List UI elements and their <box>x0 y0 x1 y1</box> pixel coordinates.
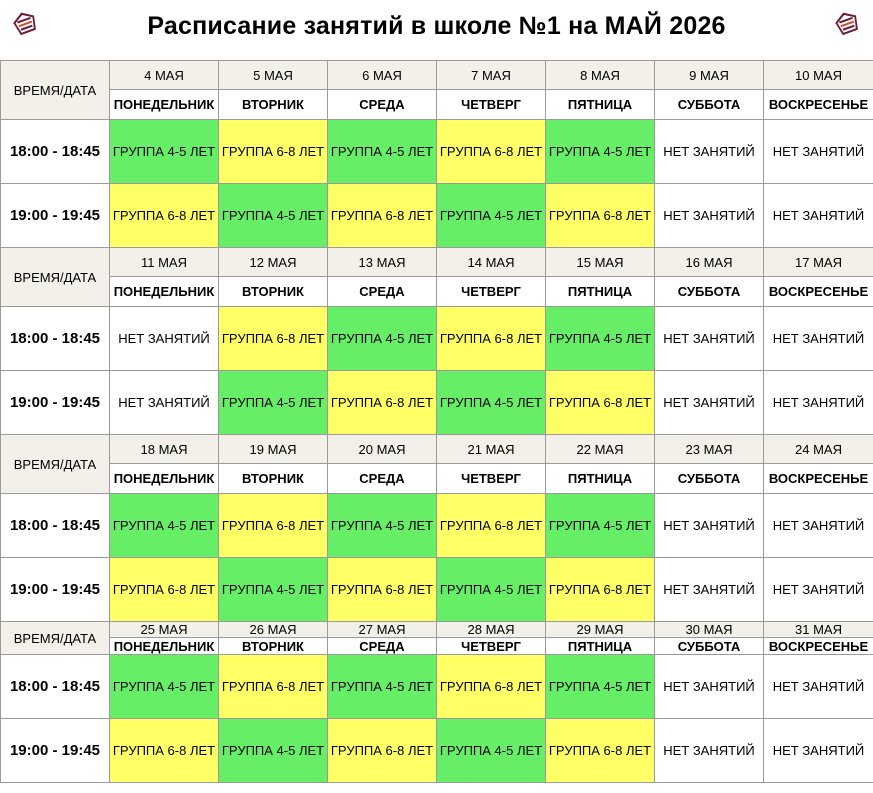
weekday-cell: ВОСКРЕСЕНЬЕ <box>764 464 873 494</box>
time-cell: 18:00 - 18:45 <box>1 494 110 558</box>
date-cell: 18 МАЯ <box>110 435 219 464</box>
class-slot-cell: ГРУППА 4-5 ЛЕТ <box>219 719 328 783</box>
weekday-cell: ВОСКРЕСЕНЬЕ <box>764 277 873 307</box>
class-slot-cell: НЕТ ЗАНЯТИЙ <box>764 184 873 248</box>
time-cell: 19:00 - 19:45 <box>1 184 110 248</box>
class-slot-cell: НЕТ ЗАНЯТИЙ <box>655 371 764 435</box>
class-slot-cell: ГРУППА 4-5 ЛЕТ <box>546 307 655 371</box>
class-slot-cell: ГРУППА 6-8 ЛЕТ <box>110 184 219 248</box>
class-slot-cell: ГРУППА 4-5 ЛЕТ <box>437 719 546 783</box>
date-cell: 4 МАЯ <box>110 61 219 90</box>
time-cell: 18:00 - 18:45 <box>1 307 110 371</box>
class-slot-cell: ГРУППА 6-8 ЛЕТ <box>110 558 219 622</box>
weekday-cell: ПЯТНИЦА <box>546 638 655 655</box>
date-cell: 17 МАЯ <box>764 248 873 277</box>
date-cell: 12 МАЯ <box>219 248 328 277</box>
date-cell: 25 МАЯ <box>110 622 219 638</box>
class-slot-cell: НЕТ ЗАНЯТИЙ <box>110 307 219 371</box>
weekday-cell: СРЕДА <box>328 90 437 120</box>
date-cell: 11 МАЯ <box>110 248 219 277</box>
time-cell: 19:00 - 19:45 <box>1 719 110 783</box>
class-slot-cell: ГРУППА 4-5 ЛЕТ <box>219 371 328 435</box>
weekday-cell: ВТОРНИК <box>219 464 328 494</box>
class-slot-cell: НЕТ ЗАНЯТИЙ <box>655 558 764 622</box>
logo-icon <box>834 10 860 36</box>
date-cell: 19 МАЯ <box>219 435 328 464</box>
class-slot-cell: ГРУППА 6-8 ЛЕТ <box>219 307 328 371</box>
weekday-cell: ВТОРНИК <box>219 277 328 307</box>
class-slot-cell: ГРУППА 4-5 ЛЕТ <box>546 494 655 558</box>
class-slot-cell: НЕТ ЗАНЯТИЙ <box>764 655 873 719</box>
class-slot-cell: ГРУППА 6-8 ЛЕТ <box>437 120 546 184</box>
date-cell: 10 МАЯ <box>764 61 873 90</box>
weekday-cell: ПЯТНИЦА <box>546 277 655 307</box>
date-cell: 31 МАЯ <box>764 622 873 638</box>
time-slot-row <box>1 719 873 783</box>
class-slot-cell: ГРУППА 6-8 ЛЕТ <box>328 371 437 435</box>
class-slot-cell: НЕТ ЗАНЯТИЙ <box>655 655 764 719</box>
class-slot-cell: ГРУППА 6-8 ЛЕТ <box>328 184 437 248</box>
class-slot-cell: ГРУППА 6-8 ЛЕТ <box>546 558 655 622</box>
class-slot-cell: ГРУППА 4-5 ЛЕТ <box>546 655 655 719</box>
class-slot-cell: ГРУППА 6-8 ЛЕТ <box>219 655 328 719</box>
time-cell: 18:00 - 18:45 <box>1 120 110 184</box>
time-slot-row <box>1 184 873 248</box>
weekday-cell: ВОСКРЕСЕНЬЕ <box>764 638 873 655</box>
time-slot-row <box>1 655 873 719</box>
page-title: Расписание занятий в школе №1 на МАЙ 2026 <box>147 12 726 40</box>
week-date-row <box>1 61 873 90</box>
class-slot-cell: ГРУППА 4-5 ЛЕТ <box>219 184 328 248</box>
time-slot-row <box>1 120 873 184</box>
class-slot-cell: ГРУППА 6-8 ЛЕТ <box>437 307 546 371</box>
class-slot-cell: НЕТ ЗАНЯТИЙ <box>764 307 873 371</box>
time-date-label: ВРЕМЯ/ДАТА <box>1 435 110 494</box>
class-slot-cell: НЕТ ЗАНЯТИЙ <box>764 494 873 558</box>
time-slot-row <box>1 558 873 622</box>
class-slot-cell: ГРУППА 6-8 ЛЕТ <box>328 719 437 783</box>
class-slot-cell: ГРУППА 6-8 ЛЕТ <box>328 558 437 622</box>
date-cell: 15 МАЯ <box>546 248 655 277</box>
class-slot-cell: НЕТ ЗАНЯТИЙ <box>655 120 764 184</box>
weekday-cell: ЧЕТВЕРГ <box>437 638 546 655</box>
class-slot-cell: НЕТ ЗАНЯТИЙ <box>764 371 873 435</box>
class-slot-cell: ГРУППА 6-8 ЛЕТ <box>219 120 328 184</box>
class-slot-cell: ГРУППА 6-8 ЛЕТ <box>437 494 546 558</box>
week-day-row <box>1 638 873 655</box>
date-cell: 26 МАЯ <box>219 622 328 638</box>
weekday-cell: СУББОТА <box>655 90 764 120</box>
class-slot-cell: НЕТ ЗАНЯТИЙ <box>655 719 764 783</box>
week-day-row <box>1 277 873 307</box>
date-cell: 22 МАЯ <box>546 435 655 464</box>
date-cell: 30 МАЯ <box>655 622 764 638</box>
weekday-cell: ВОСКРЕСЕНЬЕ <box>764 90 873 120</box>
class-slot-cell: НЕТ ЗАНЯТИЙ <box>764 120 873 184</box>
week-date-row <box>1 435 873 464</box>
date-cell: 29 МАЯ <box>546 622 655 638</box>
weekday-cell: СРЕДА <box>328 638 437 655</box>
weekday-cell: ВТОРНИК <box>219 638 328 655</box>
header <box>0 0 873 60</box>
date-cell: 8 МАЯ <box>546 61 655 90</box>
date-cell: 23 МАЯ <box>655 435 764 464</box>
weekday-cell: ПОНЕДЕЛЬНИК <box>110 90 219 120</box>
weekday-cell: ПОНЕДЕЛЬНИК <box>110 277 219 307</box>
date-cell: 6 МАЯ <box>328 61 437 90</box>
weekday-cell: ПОНЕДЕЛЬНИК <box>110 638 219 655</box>
week-date-row <box>1 622 873 638</box>
class-slot-cell: ГРУППА 6-8 ЛЕТ <box>546 371 655 435</box>
class-slot-cell: НЕТ ЗАНЯТИЙ <box>655 307 764 371</box>
weekday-cell: СРЕДА <box>328 464 437 494</box>
class-slot-cell: ГРУППА 4-5 ЛЕТ <box>110 655 219 719</box>
class-slot-cell: НЕТ ЗАНЯТИЙ <box>764 719 873 783</box>
class-slot-cell: НЕТ ЗАНЯТИЙ <box>764 558 873 622</box>
class-slot-cell: ГРУППА 6-8 ЛЕТ <box>219 494 328 558</box>
time-date-label: ВРЕМЯ/ДАТА <box>1 61 110 120</box>
class-slot-cell: ГРУППА 4-5 ЛЕТ <box>219 558 328 622</box>
class-slot-cell: ГРУППА 4-5 ЛЕТ <box>328 307 437 371</box>
date-cell: 20 МАЯ <box>328 435 437 464</box>
date-cell: 13 МАЯ <box>328 248 437 277</box>
class-slot-cell: ГРУППА 4-5 ЛЕТ <box>328 655 437 719</box>
weekday-cell: СУББОТА <box>655 277 764 307</box>
time-cell: 18:00 - 18:45 <box>1 655 110 719</box>
class-slot-cell: ГРУППА 4-5 ЛЕТ <box>437 371 546 435</box>
time-slot-row <box>1 371 873 435</box>
time-date-label: ВРЕМЯ/ДАТА <box>1 248 110 307</box>
class-slot-cell: ГРУППА 6-8 ЛЕТ <box>110 719 219 783</box>
class-slot-cell: НЕТ ЗАНЯТИЙ <box>655 184 764 248</box>
class-slot-cell: ГРУППА 4-5 ЛЕТ <box>546 120 655 184</box>
time-date-label: ВРЕМЯ/ДАТА <box>1 622 110 655</box>
class-slot-cell: ГРУППА 4-5 ЛЕТ <box>437 558 546 622</box>
class-slot-cell: НЕТ ЗАНЯТИЙ <box>655 494 764 558</box>
class-slot-cell: ГРУППА 6-8 ЛЕТ <box>437 655 546 719</box>
weekday-cell: СУББОТА <box>655 464 764 494</box>
class-slot-cell: ГРУППА 4-5 ЛЕТ <box>110 120 219 184</box>
date-cell: 21 МАЯ <box>437 435 546 464</box>
class-slot-cell: ГРУППА 6-8 ЛЕТ <box>546 184 655 248</box>
time-cell: 19:00 - 19:45 <box>1 371 110 435</box>
time-slot-row <box>1 307 873 371</box>
date-cell: 27 МАЯ <box>328 622 437 638</box>
date-cell: 14 МАЯ <box>437 248 546 277</box>
class-slot-cell: ГРУППА 4-5 ЛЕТ <box>328 494 437 558</box>
date-cell: 16 МАЯ <box>655 248 764 277</box>
class-slot-cell: ГРУППА 4-5 ЛЕТ <box>328 120 437 184</box>
class-slot-cell: ГРУППА 4-5 ЛЕТ <box>110 494 219 558</box>
week-day-row <box>1 90 873 120</box>
date-cell: 28 МАЯ <box>437 622 546 638</box>
time-slot-row <box>1 494 873 558</box>
weekday-cell: ПОНЕДЕЛЬНИК <box>110 464 219 494</box>
class-slot-cell: ГРУППА 4-5 ЛЕТ <box>437 184 546 248</box>
weekday-cell: ПЯТНИЦА <box>546 90 655 120</box>
class-slot-cell: НЕТ ЗАНЯТИЙ <box>110 371 219 435</box>
week-day-row <box>1 464 873 494</box>
date-cell: 5 МАЯ <box>219 61 328 90</box>
time-cell: 19:00 - 19:45 <box>1 558 110 622</box>
weekday-cell: СРЕДА <box>328 277 437 307</box>
week-date-row <box>1 248 873 277</box>
weekday-cell: ЧЕТВЕРГ <box>437 464 546 494</box>
date-cell: 24 МАЯ <box>764 435 873 464</box>
date-cell: 9 МАЯ <box>655 61 764 90</box>
weekday-cell: ПЯТНИЦА <box>546 464 655 494</box>
date-cell: 7 МАЯ <box>437 61 546 90</box>
weekday-cell: ВТОРНИК <box>219 90 328 120</box>
weekday-cell: ЧЕТВЕРГ <box>437 277 546 307</box>
schedule-table <box>0 60 873 783</box>
weekday-cell: ЧЕТВЕРГ <box>437 90 546 120</box>
weekday-cell: СУББОТА <box>655 638 764 655</box>
class-slot-cell: ГРУППА 6-8 ЛЕТ <box>546 719 655 783</box>
